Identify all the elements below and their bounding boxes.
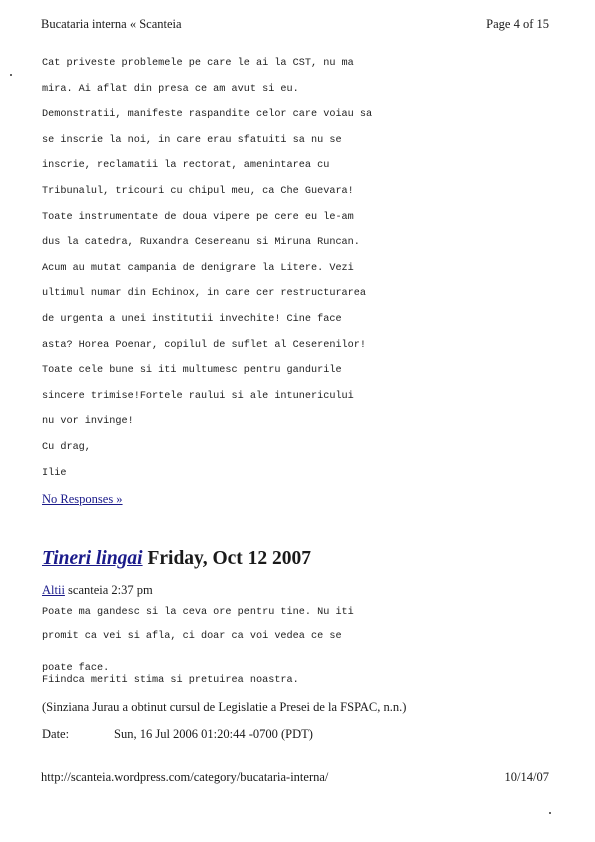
post-meta <box>42 583 153 598</box>
letter-line: Acum au mutat campania de denigrare la Litere. Vezi <box>42 262 354 274</box>
post-body <box>42 607 354 687</box>
editor-note: (Sinziana Jurau a obtinut cursul de Legislatie a Presei de la FSPAC, n.n.) <box>42 700 407 714</box>
scan-speck <box>10 74 12 76</box>
letter-line: Demonstratii, manifeste raspandite celor care voiau sa <box>42 109 373 121</box>
letter-line: sincere trimise!Fortele raului si ale intunericului <box>42 390 354 402</box>
letter-line: Ilie <box>42 467 67 479</box>
letter-line: Tribunalul, tricouri cu chipul meu, ca Che Guevara! <box>42 185 354 197</box>
header-title: Bucataria interna « Scanteia <box>41 17 182 31</box>
date-label: Date: <box>42 727 70 741</box>
letter-line: ultimul numar din Echinox, in care cer restructurarea <box>42 288 367 300</box>
letter-line: nu vor invinge! <box>42 416 134 428</box>
letter-line: de urgenta a unei institutii invechite! Cine face <box>42 313 342 325</box>
no-responses-link[interactable]: No Responses » <box>42 492 123 506</box>
letter-line: Cu drag, <box>42 441 91 453</box>
letter-line: dus la catedra, Ruxandra Cesereanu si Miruna Runcan. <box>42 237 360 249</box>
date-row <box>42 727 313 742</box>
page-footer <box>41 770 549 785</box>
letter-body <box>42 58 372 493</box>
page-header <box>41 17 549 33</box>
letter-line: mira. Ai aflat din presa ce am avut si eu. <box>42 83 299 95</box>
post-title <box>42 548 311 570</box>
post-line: Fiindca meriti stima si pretuirea noastra. <box>42 675 299 686</box>
footer-url: http://scanteia.wordpress.com/category/bucataria-interna/ <box>41 770 329 784</box>
footer-date: 10/14/07 <box>504 770 549 784</box>
letter-line: Cat priveste problemele pe care le ai la CST, nu ma <box>42 58 354 69</box>
scan-speck <box>549 812 551 814</box>
post-title-link[interactable]: Tineri lingai <box>42 548 143 569</box>
post-line: Poate ma gandesc si la ceva ore pentru tine. Nu iti <box>42 607 354 618</box>
letter-line: Toate instrumentate de doua vipere pe cere eu le-am <box>42 211 354 223</box>
letter-line: inscrie, reclamatii la rectorat, amenintarea cu <box>42 160 330 172</box>
letter-line: se inscrie la noi, in care erau sfatuiti sa nu se <box>42 134 342 146</box>
date-value: Sun, 16 Jul 2006 01:20:44 -0700 (PDT) <box>114 727 313 741</box>
page-indicator: Page 4 of 15 <box>486 17 549 31</box>
post-author-time: scanteia 2:37 pm <box>68 583 153 597</box>
post-line: promit ca vei si afla, ci doar ca voi vedea ce se <box>42 631 342 642</box>
letter-line: asta? Horea Poenar, copilul de suflet al Ceserenilor! <box>42 339 367 351</box>
letter-line: Toate cele bune si iti multumesc pentru gandurile <box>42 365 342 377</box>
category-link[interactable]: Altii <box>42 583 65 597</box>
post-date: Friday, Oct 12 2007 <box>147 548 312 569</box>
post-line: poate face. <box>42 663 110 674</box>
